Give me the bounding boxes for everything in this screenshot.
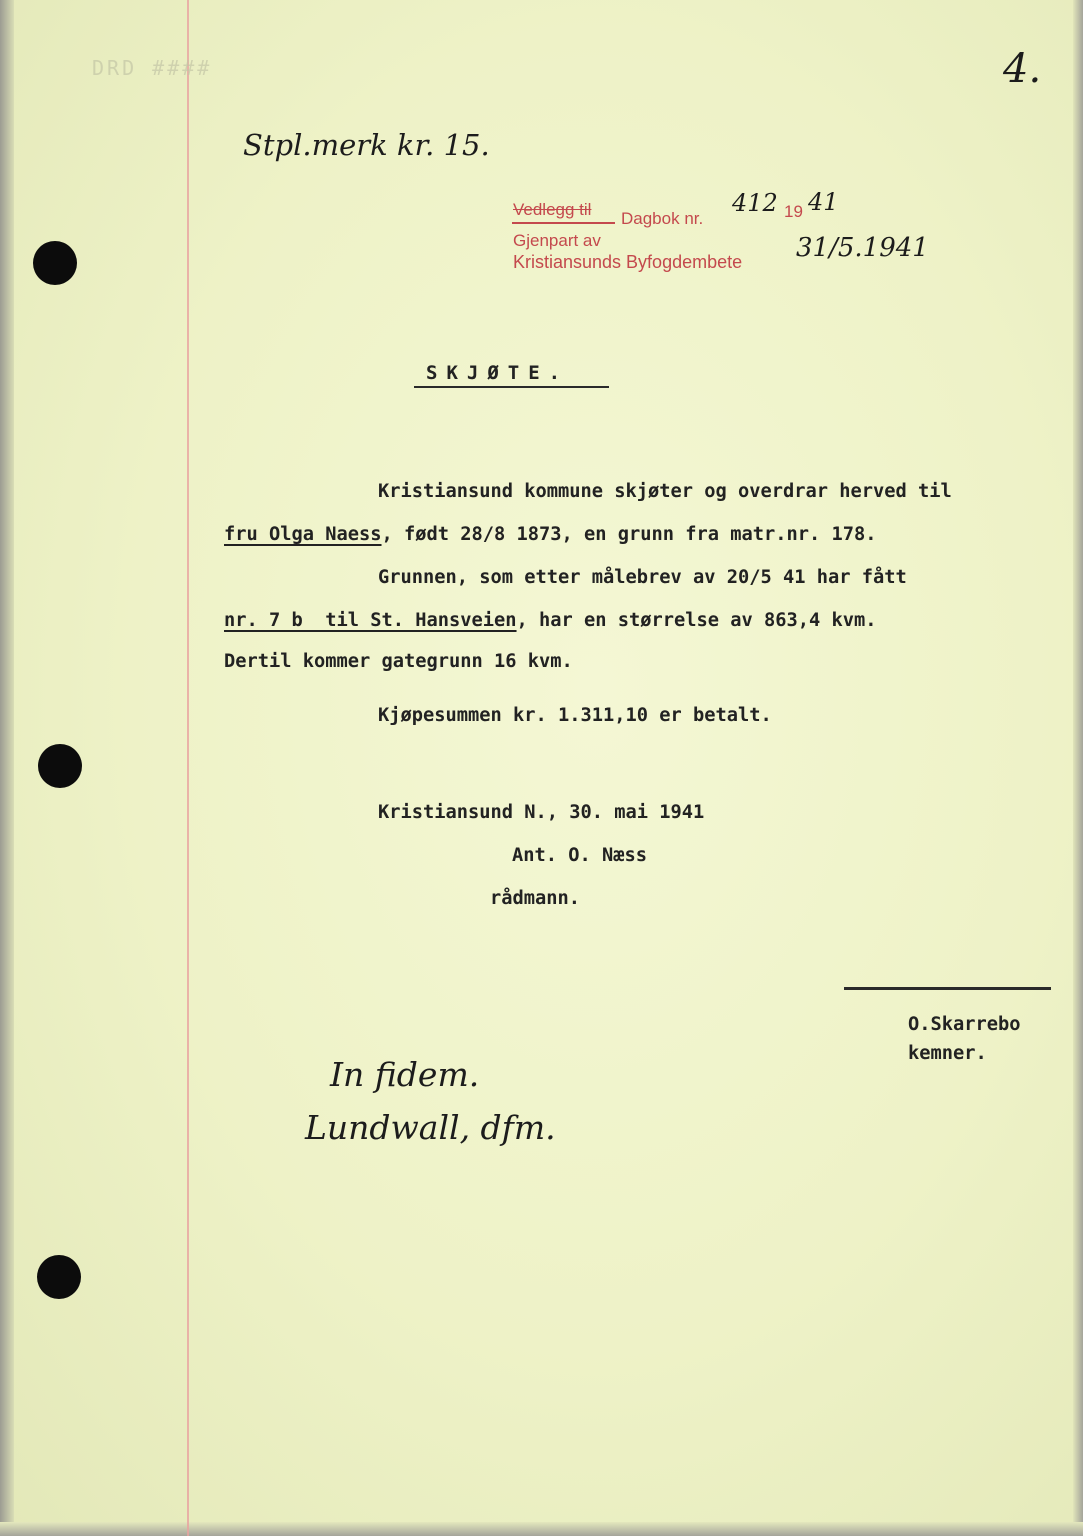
in-fidem-note: In fidem. <box>330 1055 480 1094</box>
property-address: nr. 7 b til St. Hansveien <box>224 610 517 631</box>
deed-line: Kristiansund kommune skjøter og overdrar herved til <box>378 481 952 502</box>
stamp-court: Kristiansunds Byfogdembete <box>513 252 743 272</box>
handwritten-signature: Lundwall, dfm. <box>305 1108 556 1147</box>
purchase-sum-line: Kjøpesummen kr. 1.311,10 er betalt. <box>378 705 772 726</box>
signer-title: rådmann. <box>490 888 581 909</box>
stamp-date: 31/5.1941 <box>796 233 929 263</box>
deed-line-text: , har en størrelse av 863,4 kvm. <box>516 610 877 631</box>
stamp-dagbok-label: Dagbok nr. <box>621 209 704 228</box>
stamp-duty-note: Stpl.merk kr. 15. <box>243 128 490 162</box>
page-number: 4. <box>1003 46 1042 92</box>
deed-line <box>224 610 877 631</box>
margin-line <box>187 0 189 1536</box>
bleed-through-text: DRD #### <box>92 56 213 80</box>
dagbok-year: 41 <box>808 188 839 216</box>
punch-hole-icon <box>33 241 77 285</box>
kemner-name: O.Skarrebo <box>908 1014 1021 1035</box>
dagbok-number: 412 <box>732 189 778 217</box>
document-title: SKJØTE. <box>426 362 570 384</box>
buyer-name: fru Olga Naess <box>224 524 382 545</box>
place-date: Kristiansund N., 30. mai 1941 <box>378 802 705 823</box>
stamp-year-prefix: 19 <box>784 202 803 221</box>
deed-line: Grunnen, som etter målebrev av 20/5 41 har fått <box>378 567 907 588</box>
punch-hole-icon <box>37 1255 81 1299</box>
deed-line: Dertil kommer gategrunn 16 kvm. <box>224 651 573 672</box>
scan-edge-left <box>0 0 14 1536</box>
scan-edge-right <box>1073 0 1083 1536</box>
deed-line-text: , født 28/8 1873, en grunn fra matr.nr. 178. <box>381 524 877 545</box>
deed-line <box>224 524 877 545</box>
stamp-divider <box>512 222 615 224</box>
signer-name: Ant. O. Næss <box>512 845 648 866</box>
stamp-vedlegg: Vedlegg til <box>513 200 592 219</box>
title-underline <box>414 386 609 388</box>
kemner-title: kemner. <box>908 1043 987 1064</box>
stamp-gjenpart: Gjenpart av <box>513 231 601 250</box>
punch-hole-icon <box>38 744 82 788</box>
signature-line <box>844 987 1051 990</box>
scan-edge-bottom <box>0 1522 1083 1536</box>
